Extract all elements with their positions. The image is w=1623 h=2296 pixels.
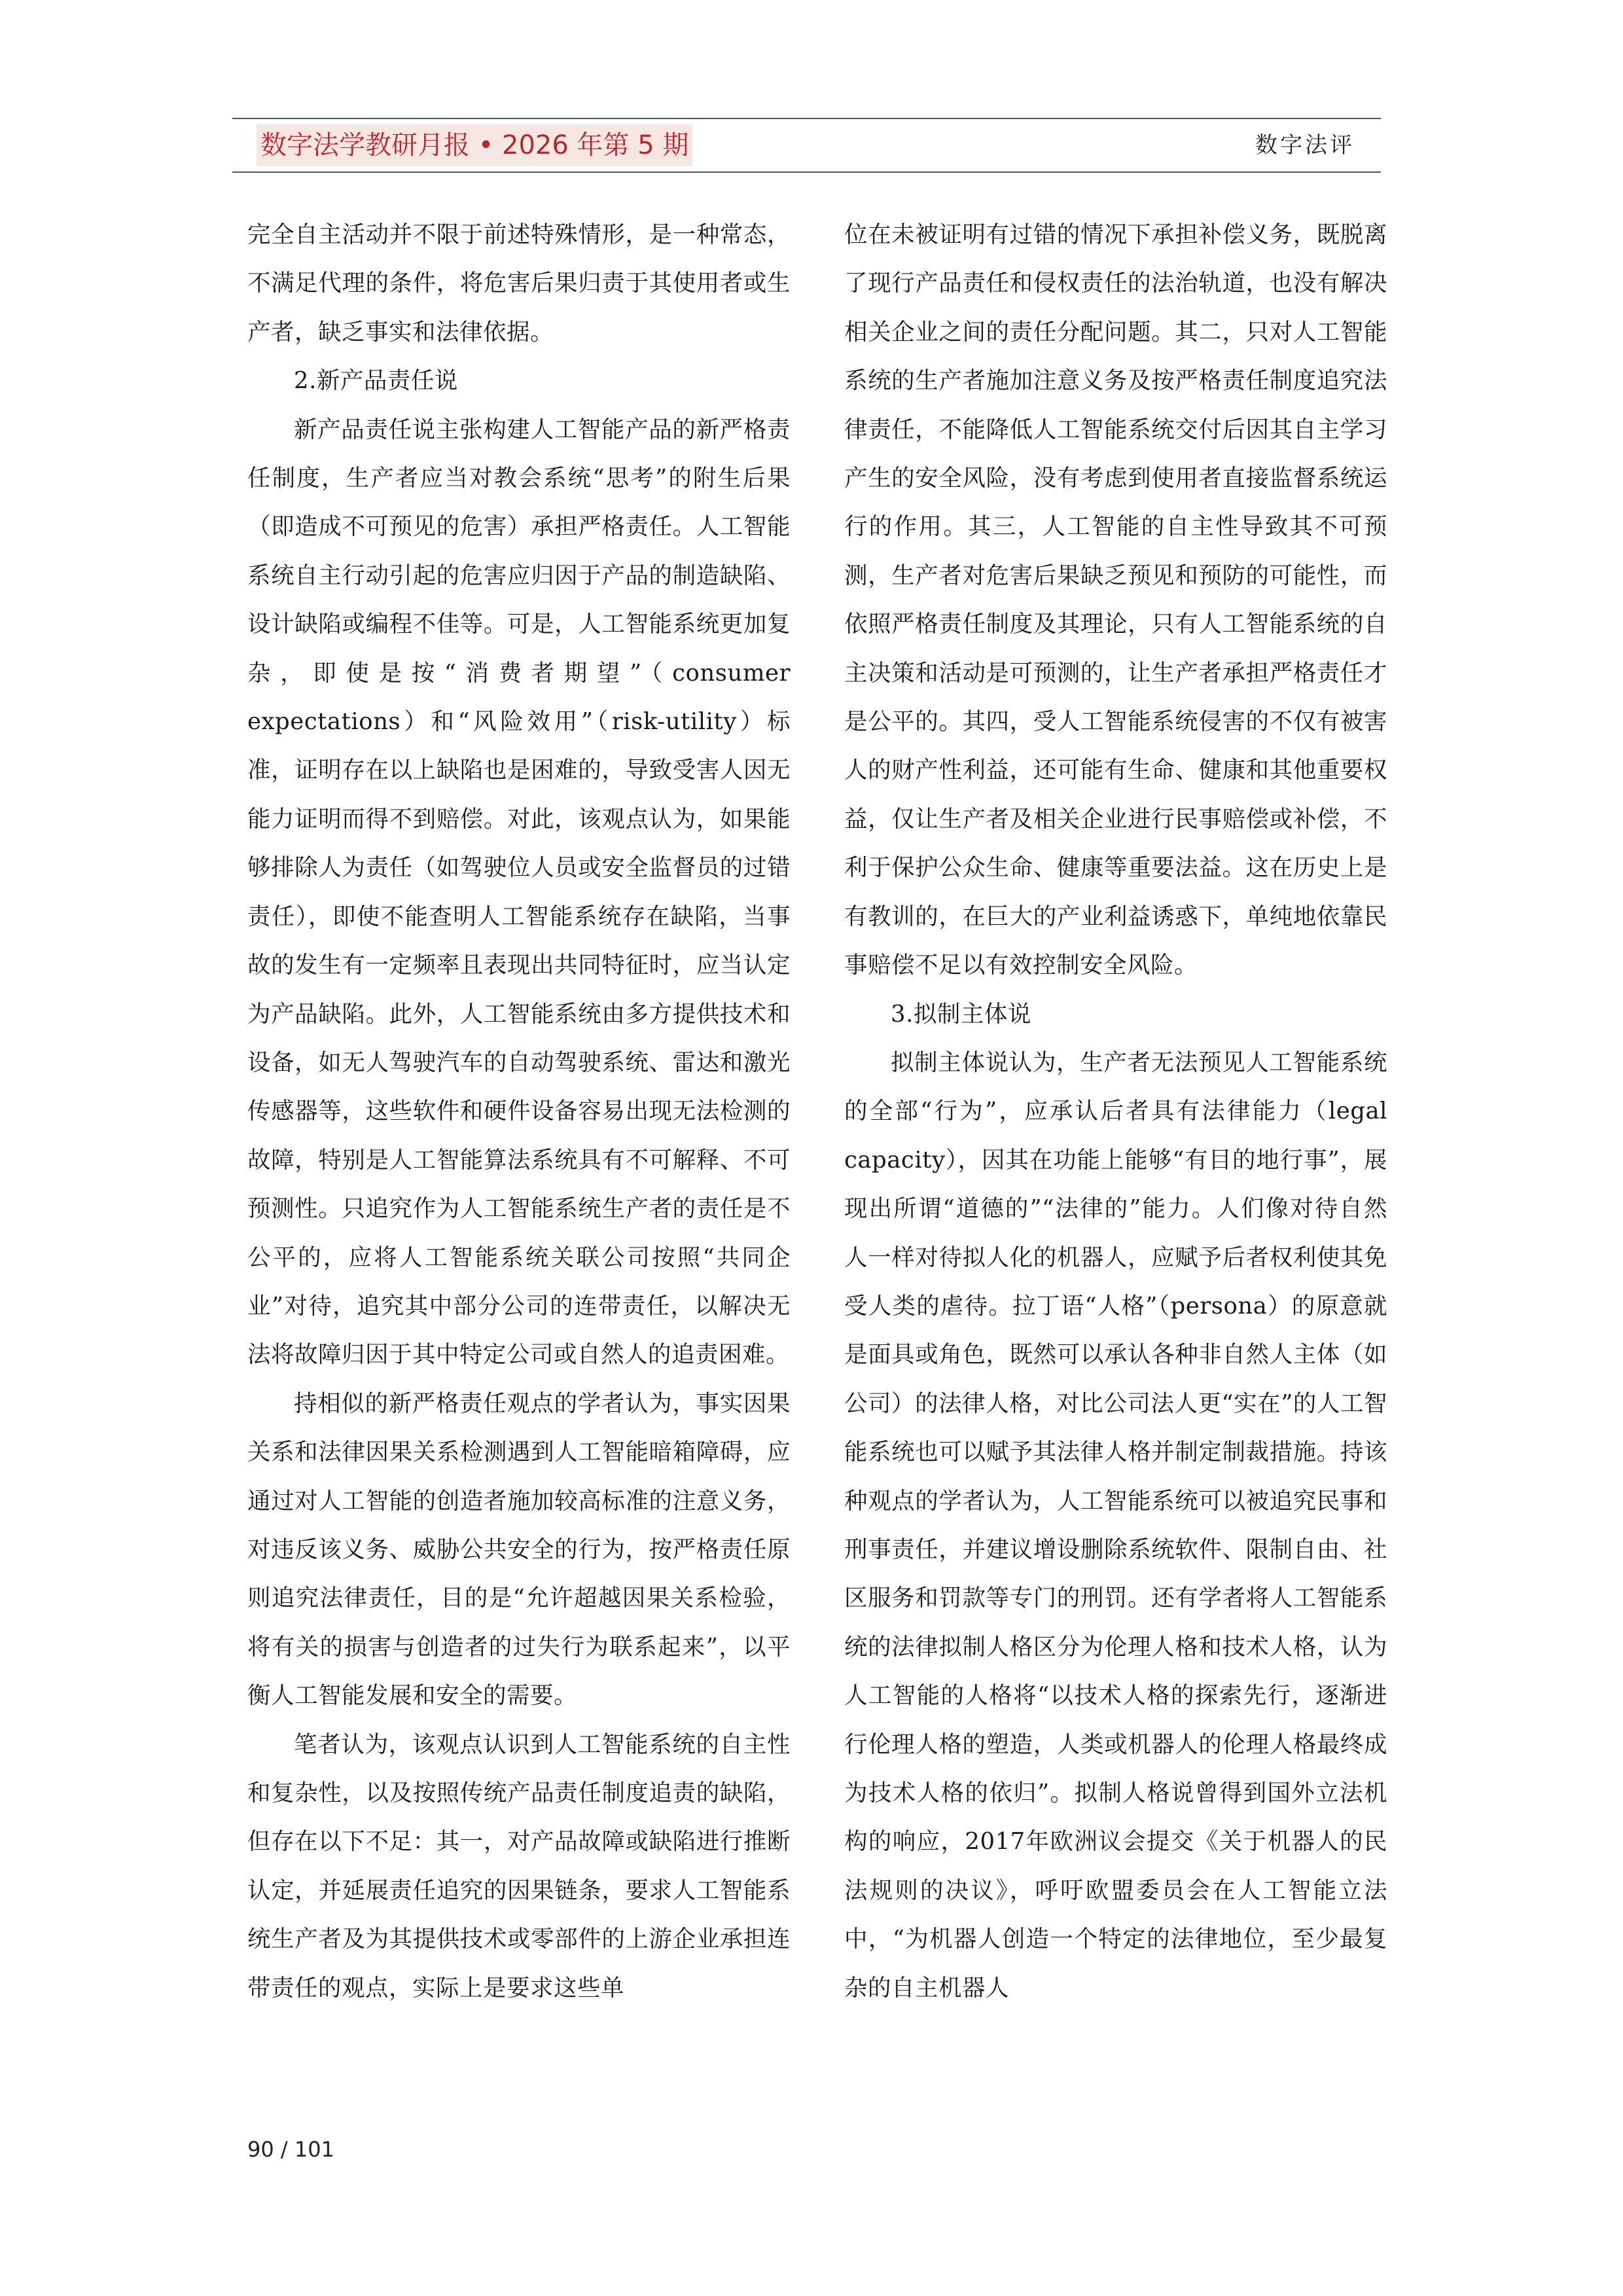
page-number: 90 / 101 <box>247 2137 334 2162</box>
right-column <box>844 211 1387 2013</box>
header-top-rule <box>232 118 1381 119</box>
paragraph: 拟制主体说认为，生产者无法预见人工智能系统的全部“行为”，应承认后者具有法律能力（legal capacity），因其在功能上能够“有目的地行事”，展现出所谓“道德的”“法律的”能力。人们像对待自然人一样对待拟人化的机器人，应赋予后者权利使其免受人类的虐待。拉丁语“人格”（persona）的原意就是面具或角色，既然可以承认各种非自然人主体（如公司）的法律人格，对比公司法人更“实在”的人工智能系统也可以赋予其法律人格并制定制裁措施。持该种观点的学者认为，人工智能系统可以被追究民事和刑事责任，并建议增设删除系统软件、限制自由、社区服务和罚款等专门的刑罚。还有学者将人工智能系统的法律拟制人格区分为伦理人格和技术人格，认为人工智能的人格将“以技术人格的探索先行，逐渐进行伦理人格的塑造，人类或机器人的伦理人格最终成为技术人格的依归”。拟制人格说曾得到国外立法机构的响应，2017年欧洲议会提交《关于机器人的民法规则的决议》，呼吁欧盟委员会在人工智能立法中，“为机器人创造一个特定的法律地位，至少最复杂的自主机器人 <box>844 1049 1387 2001</box>
journal-title: 数字法学教研月报 • 2026 年第 5 期 <box>257 124 692 166</box>
section-heading: 2.新产品责任说 <box>294 367 458 395</box>
paragraph: 新产品责任说主张构建人工智能产品的新严格责任制度，生产者应当对教会系统“思考”的附生后果（即造成不可预见的危害）承担严格责任。人工智能系统自主行动引起的危害应归因于产品的制造缺陷、设计缺陷或编程不佳等。可是，人工智能系统更加复杂，即使是按“消费者期望”（consumer expectations）和“风险效用”（risk-utility）标准，证明存在以上缺陷也是困难的，导致受害人因无能力证明而得不到赔偿。对此，该观点认为，如果能够排除人为责任（如驾驶位人员或安全监督员的过错责任），即使不能查明人工智能系统存在缺陷，当事故的发生有一定频率且表现出共同特征时，应当认定为产品缺陷。此外，人工智能系统由多方提供技术和设备，如无人驾驶汽车的自动驾驶系统、雷达和激光传感器等，这些软件和硬件设备容易出现无法检测的故障，特别是人工智能算法系统具有不可解释、不可预测性。只追究作为人工智能系统生产者的责任是不公平的，应将人工智能系统关联公司按照“共同企业”对待，追究其中部分公司的连带责任，以解决无法将故障归因于其中特定公司或自然人的追责困难。 <box>247 416 791 1369</box>
section-name: 数字法评 <box>1255 132 1355 158</box>
paragraph: 笔者认为，该观点认识到人工智能系统的自主性和复杂性，以及按照传统产品责任制度追责的缺陷，但存在以下不足：其一，对产品故障或缺陷进行推断认定，并延展责任追究的因果链条，要求人工智能系统生产者及为其提供技术或零部件的上游企业承担连带责任的观点，实际上是要求这些单 <box>247 1731 791 2001</box>
paragraph: 完全自主活动并不限于前述特殊情形，是一种常态，不满足代理的条件，将危害后果归责于其使用者或生产者，缺乏事实和法律依据。 <box>247 221 791 346</box>
paragraph: 位在未被证明有过错的情况下承担补偿义务，既脱离了现行产品责任和侵权责任的法治轨道，也没有解决相关企业之间的责任分配问题。其二，只对人工智能系统的生产者施加注意义务及按严格责任制度追究法律责任，不能降低人工智能系统交付后因其自主学习产生的安全风险，没有考虑到使用者直接监督系统运行的作用。其三，人工智能的自主性导致其不可预测，生产者对危害后果缺乏预见和预防的可能性，而依照严格责任制度及其理论，只有人工智能系统的自主决策和活动是可预测的，让生产者承担严格责任才是公平的。其四，受人工智能系统侵害的不仅有被害人的财产性利益，还可能有生命、健康和其他重要权益，仅让生产者及相关企业进行民事赔偿或补偿，不利于保护公众生命、健康等重要法益。这在历史上是有教训的，在巨大的产业利益诱惑下，单纯地依靠民事赔偿不足以有效控制安全风险。 <box>844 221 1387 979</box>
paragraph: 持相似的新严格责任观点的学者认为，事实因果关系和法律因果关系检测遇到人工智能暗箱障碍，应通过对人工智能的创造者施加较高标准的注意义务，对违反该义务、威胁公共安全的行为，按严格责任原则追究法律责任，目的是“允许超越因果关系检验，将有关的损害与创造者的过失行为联系起来”，以平衡人工智能发展和安全的需要。 <box>247 1390 791 1710</box>
left-column <box>247 211 791 2013</box>
section-heading: 3.拟制主体说 <box>891 1000 1031 1028</box>
header-bottom-rule <box>232 171 1381 173</box>
